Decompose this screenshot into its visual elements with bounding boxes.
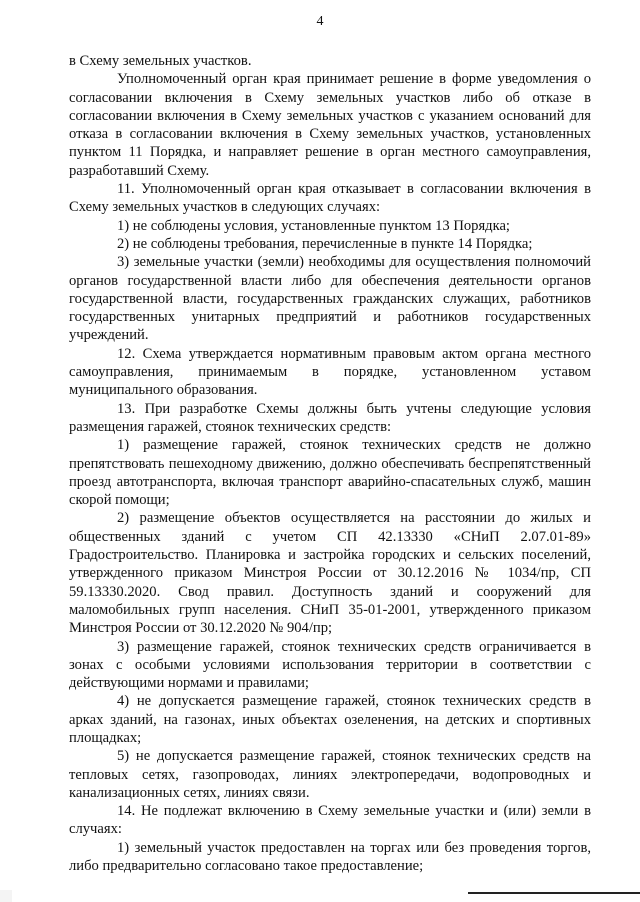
paragraph-clause-12: 12. Схема утверждается нормативным правовым актом органа местного самоуправления, принимаемым в порядке, установленном уставом муниципального образования.: [69, 345, 591, 399]
paragraph-clause-11-item-1: 1) не соблюдены условия, установленные пунктом 13 Порядка;: [117, 217, 510, 234]
paragraph-clause-13-item-3: 3) размещение гаражей, стоянок технических средств ограничивается в зонах с особыми условиями использования территории в соответствии с действующими нормами и правилами;: [69, 638, 591, 692]
paragraph-clause-14-item-1: 1) земельный участок предоставлен на торгах или без проведения торгов, либо предварительно согласовано такое предоставление;: [69, 839, 591, 875]
paragraph-clause-13-item-4: 4) не допускается размещение гаражей, стоянок технических средств в арках зданий, на газонах, иных объектах озеленения, на детских и спортивных площадках;: [69, 693, 591, 746]
paragraph-clause-14: 14. Не подлежат включению в Схему земельные участки и (или) земли в случаях:: [69, 803, 591, 838]
paragraph-clause-13-item-2: 2) размещение объектов осуществляется на расстоянии до жилых и общественных зданий с учетом СП 42.13330 «СНиП 2.07.01-89» Градостроительство. Планировка и застройка городских и сельских поселений, утвержденного приказом Минстроя России от 30.12.2016 № 1034/пр, СП 59.13330.2020. Свод правил. Доступность зданий и сооружений для маломобильных групп населения. СНиП 35-01-2001, утвержденного приказом Минстроя России от 30.12.2020 № 904/пр;: [69, 510, 591, 637]
paragraph-clause-13-item-1: 1) размещение гаражей, стоянок технических средств не должно препятствовать пешеходному движению, должно обеспечивать беспрепятственный проезд автотранспорта, включая транспорт аварийно-спасательных служб, машин скорой помощи;: [69, 437, 591, 509]
paragraph-clause-11: 11. Уполномоченный орган края отказывает в согласовании включения в Схему земельных участков в следующих случаях:: [69, 181, 591, 216]
paragraph-clause-13-item-5: 5) не допускается размещение гаражей, стоянок технических средств на тепловых сетях, газопроводах, линиях электропередачи, водопроводных и канализационных сетях, линиях связи.: [69, 748, 591, 801]
paragraph-continuation: в Схему земельных участков.: [69, 53, 252, 69]
paragraph-clause-13: 13. При разработке Схемы должны быть учтены следующие условия размещения гаражей, стоянок технических средств:: [69, 400, 591, 435]
document-body: [69, 52, 591, 875]
paragraph-clause-11-item-3: 3) земельные участки (земли) необходимы для осуществления полномочий органов государственной власти либо для обеспечения деятельности органов государственной власти, государственных гражданских служащих, работников государственных унитарных предприятий и работников государственных учреждений.: [69, 254, 591, 344]
paragraph-clause-11-item-2: 2) не соблюдены требования, перечисленные в пункте 14 Порядка;: [117, 235, 533, 252]
page-bottom-rule: [468, 892, 640, 894]
scan-edge-mark: [0, 890, 12, 902]
paragraph-notification-decision: Уполномоченный орган края принимает решение в форме уведомления о согласовании включения в Схему земельных участков либо об отказе в согласовании включения в Схему земельных участков с указанием оснований для отказа в согласовании включения в Схему земельных участков, установленных пунктом 11 Порядка, и направляет решение в орган местного самоуправления, разработавший Схему.: [69, 71, 591, 179]
page-number: 4: [316, 14, 324, 29]
